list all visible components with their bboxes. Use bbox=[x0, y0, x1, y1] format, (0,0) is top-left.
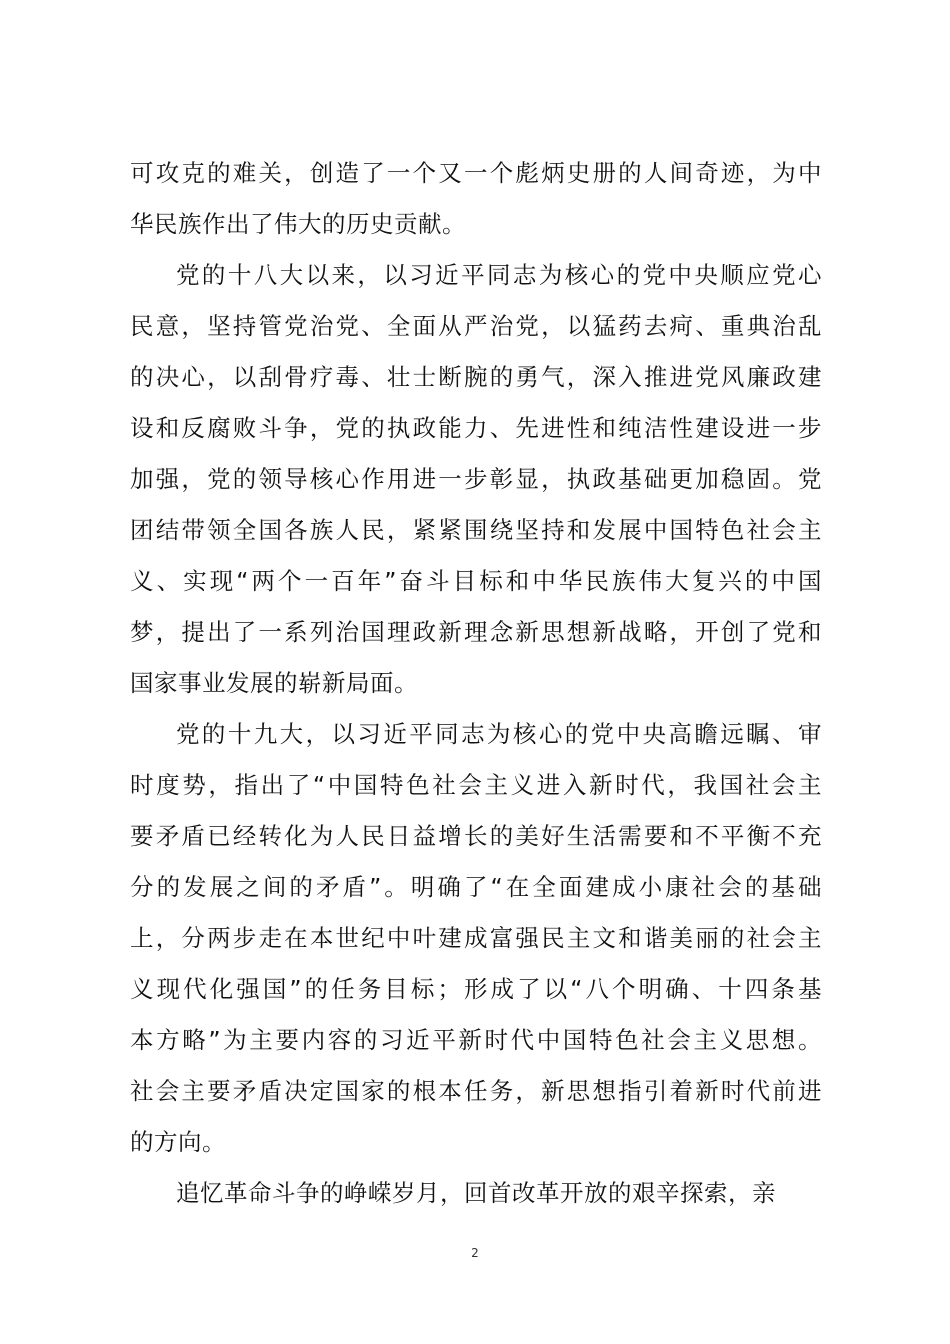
document-body bbox=[130, 148, 822, 1219]
text-line: 上，分两步走在本世纪中叶建成富强民主文和谐美丽的社会主 bbox=[130, 924, 822, 952]
text-line: 华民族作出了伟大的历史贡献。 bbox=[130, 210, 466, 238]
text-line: 党的十八大以来，以习近平同志为核心的党中央顺应党心 bbox=[176, 261, 822, 289]
text-line: 团结带领全国各族人民，紧紧围绕坚持和发展中国特色社会主 bbox=[130, 516, 822, 544]
text-line: 民意，坚持管党治党、全面从严治党，以猛药去疴、重典治乱 bbox=[130, 312, 822, 340]
text-line: 设和反腐败斗争，党的执政能力、先进性和纯洁性建设进一步 bbox=[130, 414, 822, 442]
text-line: 时度势，指出了“中国特色社会主义进入新时代，我国社会主 bbox=[130, 771, 822, 799]
text-line: 义、实现“两个一百年”奋斗目标和中华民族伟大复兴的中国 bbox=[130, 567, 822, 595]
text-line: 加强，党的领导核心作用进一步彰显，执政基础更加稳固。党 bbox=[130, 465, 822, 493]
text-line: 义现代化强国”的任务目标；形成了以“八个明确、十四条基 bbox=[130, 975, 822, 1003]
page-number: 2 bbox=[471, 1246, 479, 1260]
paragraph bbox=[130, 250, 822, 709]
paragraph bbox=[130, 1168, 822, 1219]
paragraph bbox=[130, 148, 822, 250]
text-line: 可攻克的难关，创造了一个又一个彪炳史册的人间奇迹，为中 bbox=[130, 159, 822, 187]
text-line: 社会主要矛盾决定国家的根本任务，新思想指引着新时代前进 bbox=[130, 1077, 822, 1105]
paragraph bbox=[130, 709, 822, 1168]
text-line: 的决心，以刮骨疗毒、壮士断腕的勇气，深入推进党风廉政建 bbox=[130, 363, 822, 391]
text-line: 的方向。 bbox=[130, 1128, 226, 1156]
text-line: 党的十九大，以习近平同志为核心的党中央高瞻远瞩、审 bbox=[176, 720, 822, 748]
text-line: 国家事业发展的崭新局面。 bbox=[130, 669, 418, 697]
text-line: 要矛盾已经转化为人民日益增长的美好生活需要和不平衡不充 bbox=[130, 822, 822, 850]
text-line: 追忆革命斗争的峥嵘岁月，回首改革开放的艰辛探索，亲 bbox=[176, 1179, 776, 1207]
text-line: 分的发展之间的矛盾”。明确了“在全面建成小康社会的基础 bbox=[130, 873, 822, 901]
text-line: 本方略”为主要内容的习近平新时代中国特色社会主义思想。 bbox=[130, 1026, 822, 1054]
text-line: 梦，提出了一系列治国理政新理念新思想新战略，开创了党和 bbox=[130, 618, 822, 646]
